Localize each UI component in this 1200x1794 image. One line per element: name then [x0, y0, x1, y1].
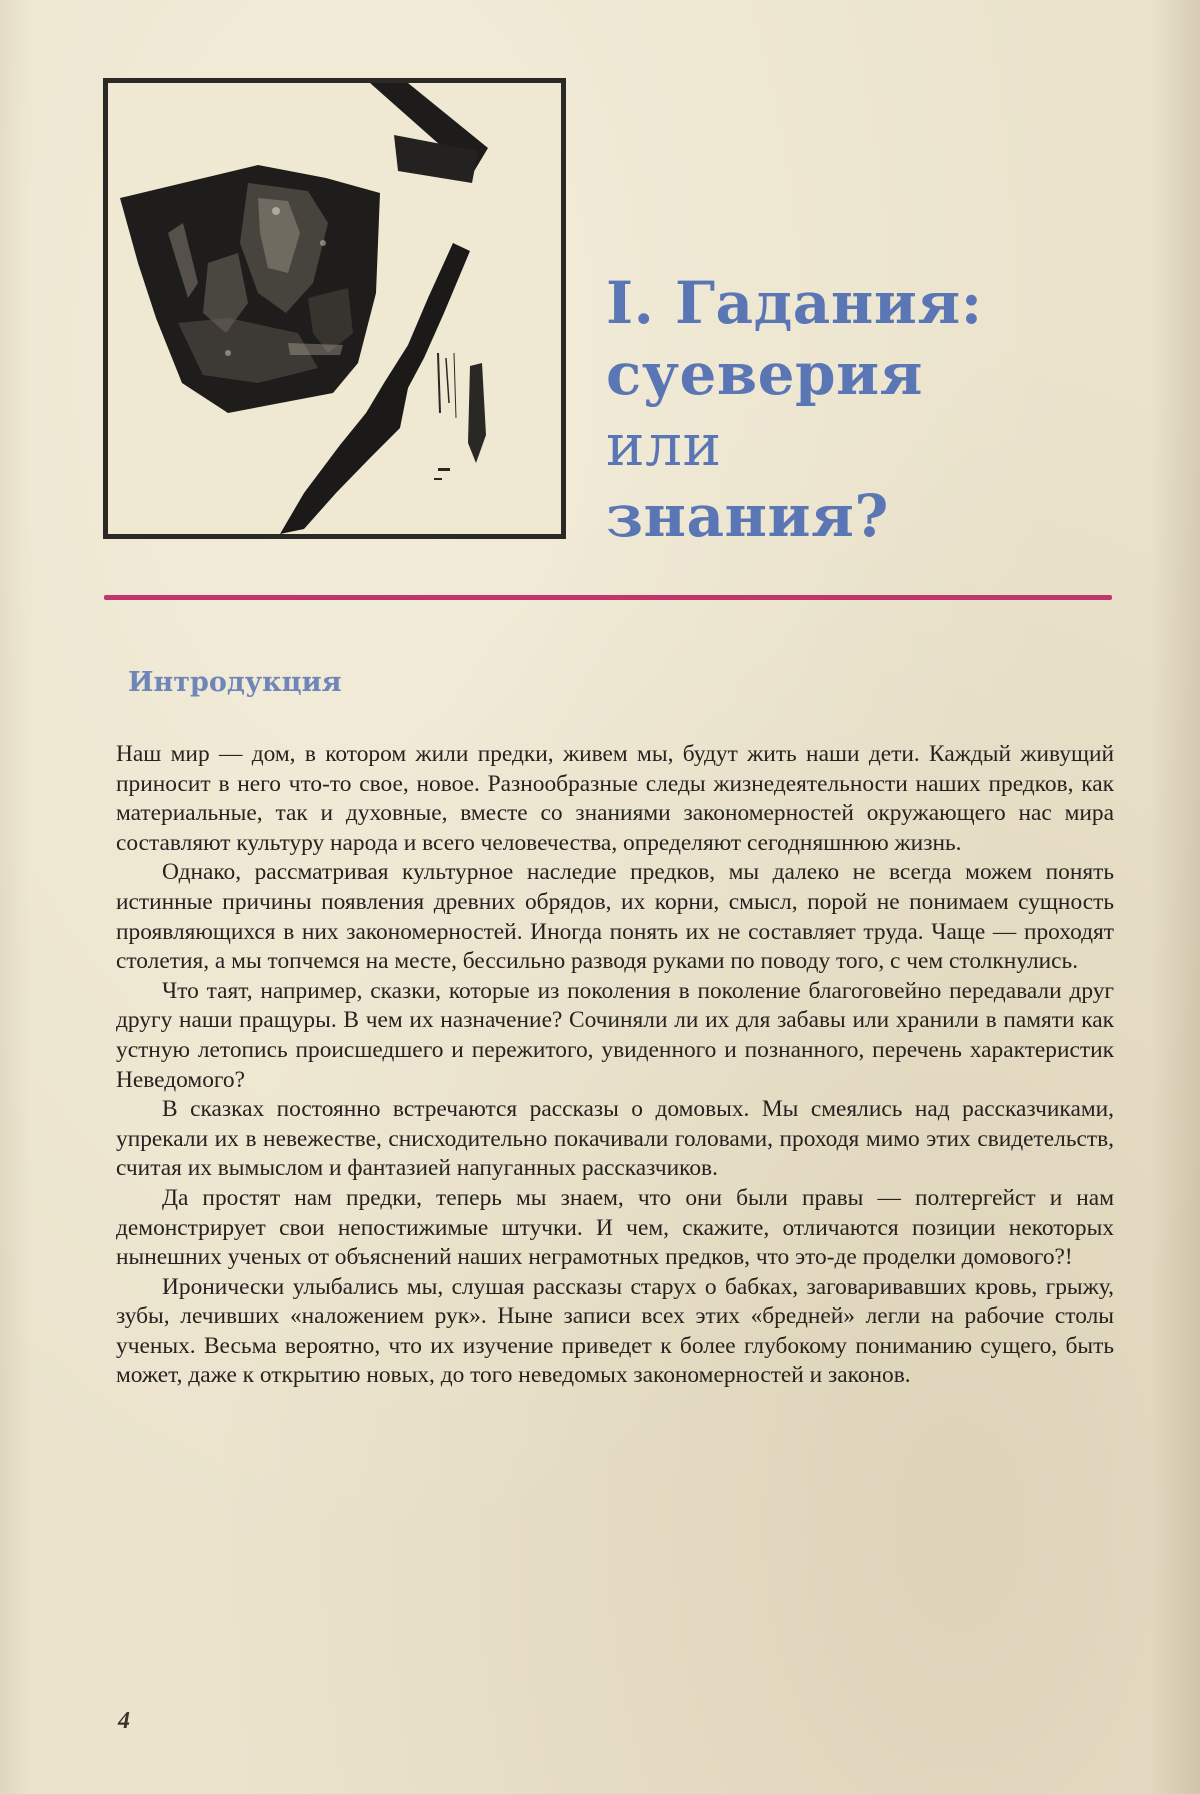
body-text	[116, 740, 1114, 1391]
divider-rule	[104, 595, 1112, 600]
chapter-title-line-4: знания?	[606, 482, 889, 550]
section-heading: Интродукция	[128, 667, 342, 698]
paragraph: Да простят нам предки, теперь мы знаем, что они были правы — полтергейст и нам демонстрирует свои непостижимые штучки. И чем, скажите, отличаются позиции некоторых нынешних ученых от объяснений наших неграмотных предков, что это-де проделки домового?!	[116, 1184, 1114, 1271]
page-number: 4	[118, 1708, 130, 1734]
chapter-title-line-3: или	[606, 411, 722, 479]
chapter-title-line-2: суеверия	[606, 340, 923, 408]
collage-illustration-icon	[108, 83, 561, 534]
paragraph: В сказках постоянно встречаются рассказы о домовых. Мы смеялись над рассказчиками, упрекали их в невежестве, снисходительно покачивали головами, проходя мимо этих свидетельств, считая их вымыслом и фантазией напуганных рассказчиков.	[116, 1096, 1114, 1182]
chapter-illustration	[103, 78, 566, 539]
paragraph: Наш мир — дом, в котором жили предки, живем мы, будут жить наши дети. Каждый живущий приносит в него что-то свое, новое. Разнообразные следы жизнедеятельности наших предков, как материальные, так и духовные, вместе со знаниями закономерностей окружающего нас мира составляют культуру народа и всего человечества, определяют сегодняшнюю жизнь.	[116, 741, 1114, 856]
paragraph: Однако, рассматривая культурное наследие предков, мы далеко не всегда можем понять истинные причины появления древних обрядов, их корни, смысл, порой не понимаем сущность проявляющихся в них закономерностей. Иногда понять их не составляет труда. Чаще — проходят столетия, а мы топчемся на месте, бессильно разводя руками по поводу того, с чем столкнулись.	[116, 859, 1114, 975]
paragraph: Иронически улыбались мы, слушая рассказы старух о бабках, заговаривавших кровь, грыжу, зубы, лечивших «наложением рук». Ныне записи всех этих «бредней» легли на рабочие столы ученых. Весьма вероятно, что их изучение приведет к более глубокому пониманию сущего, быть может, даже к открытию новых, до того неведомых закономерностей и законов.	[116, 1273, 1114, 1389]
paragraph: Что таят, например, сказки, которые из поколения в поколение благоговейно передавали друг другу наши пращуры. В чем их назначение? Сочиняли ли их для забавы или хранили в памяти как устную летопись происшедшего и пережитого, увиденного и познанного, перечень характеристик Неведомого?	[116, 977, 1114, 1093]
chapter-title-line-1: I. Гадания:	[606, 269, 983, 337]
chapter-title	[606, 268, 1086, 552]
